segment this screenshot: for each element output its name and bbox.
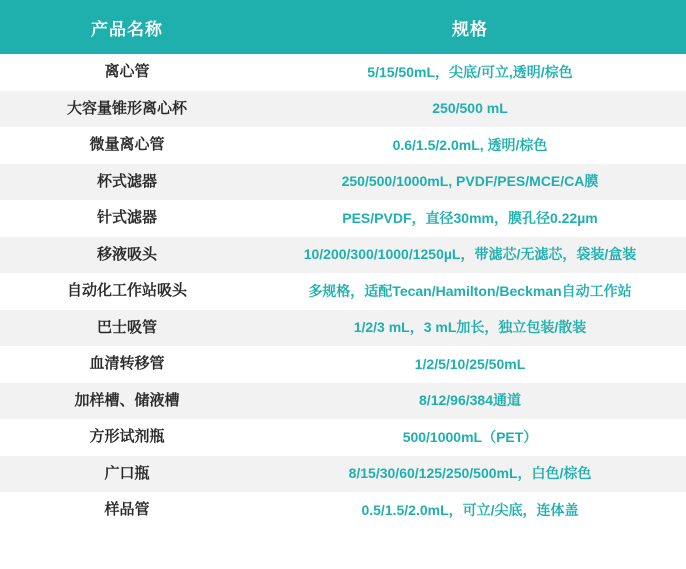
- cell-specification: 8/15/30/60/125/250/500mL，白色/棕色: [254, 456, 686, 493]
- cell-product-name: 巴士吸管: [0, 310, 254, 347]
- cell-product-name: 移液吸头: [0, 237, 254, 274]
- cell-specification: 8/12/96/384通道: [254, 383, 686, 420]
- table-row: [0, 383, 686, 420]
- cell-specification: 500/1000mL（PET）: [254, 419, 686, 456]
- table-body: [0, 54, 686, 529]
- cell-product-name: 离心管: [0, 54, 254, 91]
- cell-specification: PES/PVDF，直径30mm，膜孔径0.22µm: [254, 200, 686, 237]
- cell-product-name: 大容量锥形离心杯: [0, 91, 254, 128]
- table-row: [0, 492, 686, 529]
- cell-specification: 10/200/300/1000/1250µL，带滤芯/无滤芯，袋装/盒装: [254, 237, 686, 274]
- table-row: [0, 419, 686, 456]
- table-row: [0, 164, 686, 201]
- cell-specification: 1/2/3 mL，3 mL加长，独立包装/散装: [254, 310, 686, 347]
- table-row: [0, 200, 686, 237]
- cell-product-name: 血清转移管: [0, 346, 254, 383]
- column-header-specification: 规格: [254, 0, 686, 54]
- header-row: [0, 0, 686, 54]
- cell-specification: 多规格，适配Tecan/Hamilton/Beckman自动工作站: [254, 273, 686, 310]
- table-row: [0, 237, 686, 274]
- table-row: [0, 346, 686, 383]
- cell-specification: 0.6/1.5/2.0mL, 透明/棕色: [254, 127, 686, 164]
- table-header: [0, 0, 686, 54]
- cell-product-name: 广口瓶: [0, 456, 254, 493]
- cell-product-name: 方形试剂瓶: [0, 419, 254, 456]
- cell-specification: 1/2/5/10/25/50mL: [254, 346, 686, 383]
- cell-specification: 250/500/1000mL, PVDF/PES/MCE/CA膜: [254, 164, 686, 201]
- table-row: [0, 310, 686, 347]
- cell-product-name: 加样槽、储液槽: [0, 383, 254, 420]
- cell-specification: 5/15/50mL，尖底/可立,透明/棕色: [254, 54, 686, 91]
- table-row: [0, 91, 686, 128]
- cell-product-name: 自动化工作站吸头: [0, 273, 254, 310]
- table-row: [0, 273, 686, 310]
- table-row: [0, 127, 686, 164]
- cell-product-name: 微量离心管: [0, 127, 254, 164]
- column-header-product-name: 产品名称: [0, 0, 254, 54]
- cell-product-name: 样品管: [0, 492, 254, 529]
- cell-specification: 250/500 mL: [254, 91, 686, 128]
- table-row: [0, 456, 686, 493]
- cell-product-name: 针式滤器: [0, 200, 254, 237]
- cell-product-name: 杯式滤器: [0, 164, 254, 201]
- table-row: [0, 54, 686, 91]
- cell-specification: 0.5/1.5/2.0mL，可立/尖底，连体盖: [254, 492, 686, 529]
